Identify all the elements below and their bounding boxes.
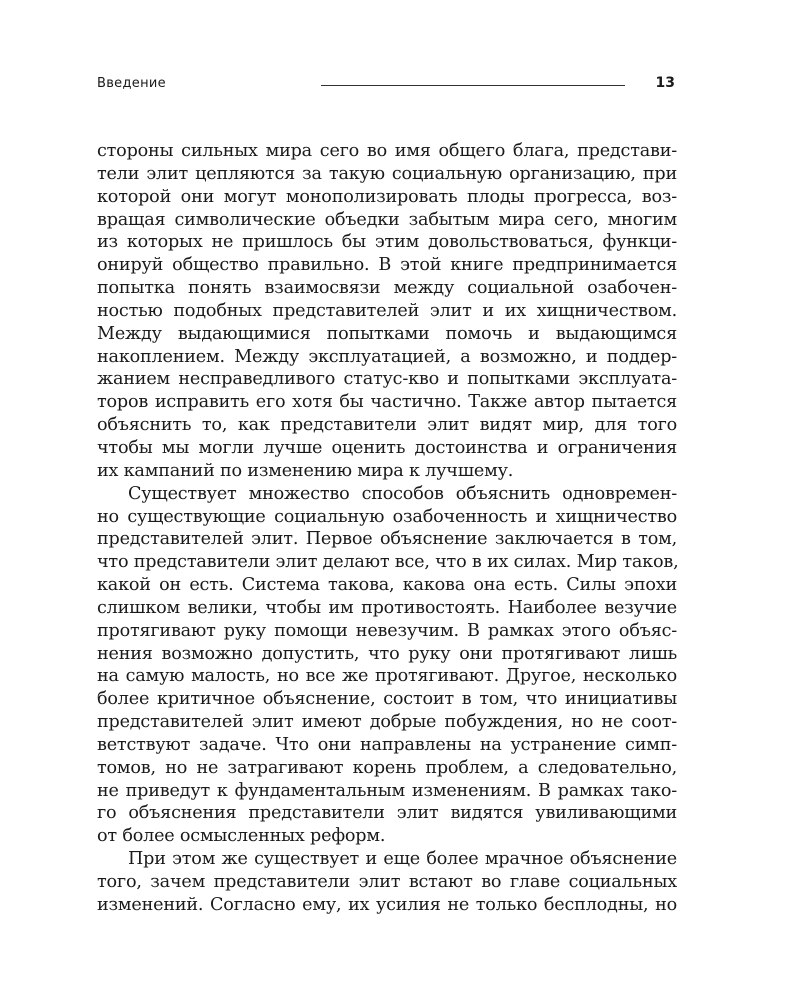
- text-line: объяснить то, как представители элит видят мир, для того: [97, 415, 677, 436]
- text-line: изменений. Согласно ему, их усилия не только бесплодны, но: [97, 894, 677, 915]
- text-line: представителей элит имеют добрые побуждения, но не соот-: [97, 712, 677, 733]
- text-line: того, зачем представители элит встают во главе социальных: [97, 872, 677, 892]
- text-line: Между выдающимися попытками помочь и выдающимся: [97, 323, 677, 344]
- text-line: какой он есть. Система такова, какова она есть. Силы эпохи: [97, 575, 677, 596]
- page-number: 13: [655, 75, 675, 91]
- text-line: Существует множество способов объяснить одновремен-: [128, 483, 677, 504]
- text-line: представителей элит. Первое объяснение заключается в том,: [97, 529, 677, 550]
- text-line: но существующие социальную озабоченность и хищничество: [97, 506, 677, 527]
- text-line: торов исправить его хотя бы частично. Также автор пытается: [97, 392, 677, 413]
- text-line: от более осмысленных реформ.: [97, 826, 386, 847]
- text-line: При этом же существует и еще более мрачное объяснение: [128, 849, 677, 870]
- text-line: стороны сильных мира сего во имя общего блага, представи-: [97, 141, 677, 161]
- text-line: попытка понять взаимосвязи между социальной озабочен-: [97, 278, 677, 299]
- text-line: не приведут к фундаментальным изменениям. В рамках тако-: [97, 780, 677, 801]
- text-line: ветствуют задаче. Что они направлены на устранение симп-: [97, 734, 677, 755]
- text-line: что представители элит делают все, что в их силах. Мир таков,: [97, 552, 679, 573]
- text-line: вращая символические объедки забытым мира сего, многим: [97, 209, 677, 230]
- text-line: слишком велики, чтобы им противостоять. Наиболее везучие: [97, 597, 677, 618]
- text-line: нения возможно допустить, что руку они протягивают лишь: [97, 643, 677, 664]
- text-line: томов, но не затрагивают корень проблем, а следовательно,: [97, 757, 677, 778]
- text-line: протягивают руку помощи невезучим. В рамках этого объяс-: [97, 620, 677, 641]
- header-rule: [321, 85, 625, 86]
- text-line: жанием несправедливого статус-кво и попытками эксплуата-: [97, 369, 677, 390]
- text-line: тели элит цепляются за такую социальную организацию, при: [97, 163, 677, 184]
- text-line: более критичное объяснение, состоит в том, что инициативы: [97, 689, 677, 710]
- text-line: из которых не пришлось бы этим довольствоваться, функци-: [97, 232, 677, 253]
- text-line: чтобы мы могли лучше оценить достоинства и ограничения: [97, 437, 677, 458]
- text-line: онируй общество правильно. В этой книге предпринимается: [97, 255, 677, 276]
- text-line: го объяснения представители элит видятся увиливающими: [97, 803, 677, 824]
- running-title: Введение: [97, 76, 166, 91]
- text-line: которой они могут монополизировать плоды прогресса, воз-: [97, 186, 677, 207]
- text-line: на самую малость, но все же протягивают. Другое, несколько: [97, 666, 677, 687]
- page-header: [97, 76, 675, 98]
- text-line: накоплением. Между эксплуатацией, а возможно, и поддер-: [97, 346, 677, 367]
- text-line: их кампаний по изменению мира к лучшему.: [97, 460, 514, 481]
- body-text: [97, 140, 677, 917]
- text-line: ностью подобных представителей элит и их хищничеством.: [97, 300, 677, 321]
